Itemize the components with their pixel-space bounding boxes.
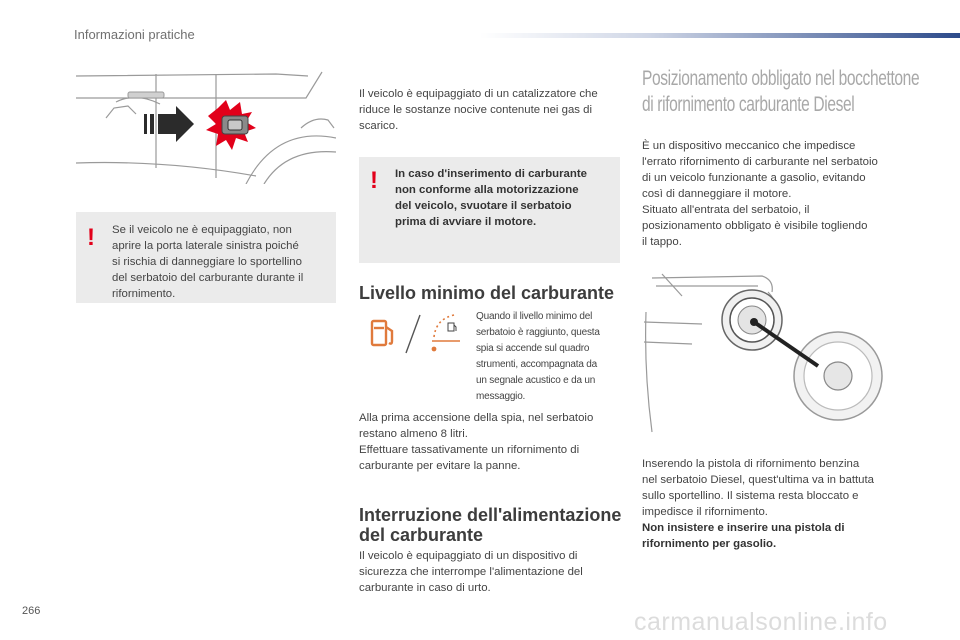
effettuare-paragraph: Effettuare tassativamente un rifornimento di carburante per evitare la panne. xyxy=(359,444,580,472)
exclamation-icon: ! xyxy=(87,224,95,251)
situato-paragraph: Situato all'entrata del serbatoio, il posizionamento obbligato è visibile togliendo il tappo. xyxy=(642,204,868,248)
van-fuel-door-illustration xyxy=(76,68,336,184)
exclamation-icon: ! xyxy=(370,167,378,194)
fuel-gauge-low-icon xyxy=(432,315,460,351)
non-insistere-paragraph: Non insistere e inserire una pistola di rifornimento per gasolio. xyxy=(642,522,845,550)
alla-paragraph: Alla prima accensione della spia, nel serbatoio restano almeno 8 litri. xyxy=(359,412,594,440)
spia-description: Quando il livello minimo del serbatoio è raggiunto, questa spia si accende sul quadro strumenti, accompagnata da un segnale acustico e da un messaggio. xyxy=(476,311,600,402)
posizionamento-heading: Posizionamento obbligato nel bocchettone di rifornimento carburante Diesel xyxy=(642,67,920,116)
watermark: carmanualsonline.info xyxy=(634,608,888,636)
dispositivo-paragraph: È un dispositivo meccanico che impedisce l'errato rifornimento di carburante nel serbatoio di un veicolo funzionante a gasolio, evitando così di danneggiare il motore. xyxy=(642,140,878,200)
wrong-fuel-warning-text: In caso d'inserimento di carburante non conforme alla motorizzazione del veicolo, svuotare il serbatoio prima di avviare il motore. xyxy=(395,168,587,228)
wrong-fuel-warning-box xyxy=(359,157,620,263)
fuel-pump-icon xyxy=(372,321,392,345)
inserendo-paragraph: Inserendo la pistola di rifornimento benzina nel serbatoio Diesel, quest'ultima va in battuta sullo sportellino. Il sistema resta bloccato e impedisce il rifornimento. xyxy=(642,458,875,518)
livello-heading: Livello minimo del carburante xyxy=(359,283,615,303)
page-number: 266 xyxy=(22,605,41,617)
catalyst-paragraph: Il veicolo è equipaggiato di un catalizzatore che riduce le sostanze nocive contenute nei gas di scarico. xyxy=(359,88,598,132)
interruzione-heading: Interruzione dell'alimentazione del carburante xyxy=(359,505,622,545)
side-door-warning-box xyxy=(76,212,336,303)
fuel-warning-icons xyxy=(368,311,464,355)
side-door-warning-text: Se il veicolo ne è equipaggiato, non aprire la porta laterale sinistra poiché si rischia di danneggiare lo sportellino del serbatoio del carburante durante il rifornimento. xyxy=(112,224,304,300)
slash-divider xyxy=(406,315,420,353)
diesel-filler-neck-illustration xyxy=(642,272,902,440)
interruzione-paragraph: Il veicolo è equipaggiato di un dispositivo di sicurezza che interrompe l'alimentazione del carburante in caso di urto. xyxy=(359,550,583,594)
section-title: Informazioni pratiche xyxy=(74,27,195,42)
header-gradient-bar xyxy=(480,33,960,38)
